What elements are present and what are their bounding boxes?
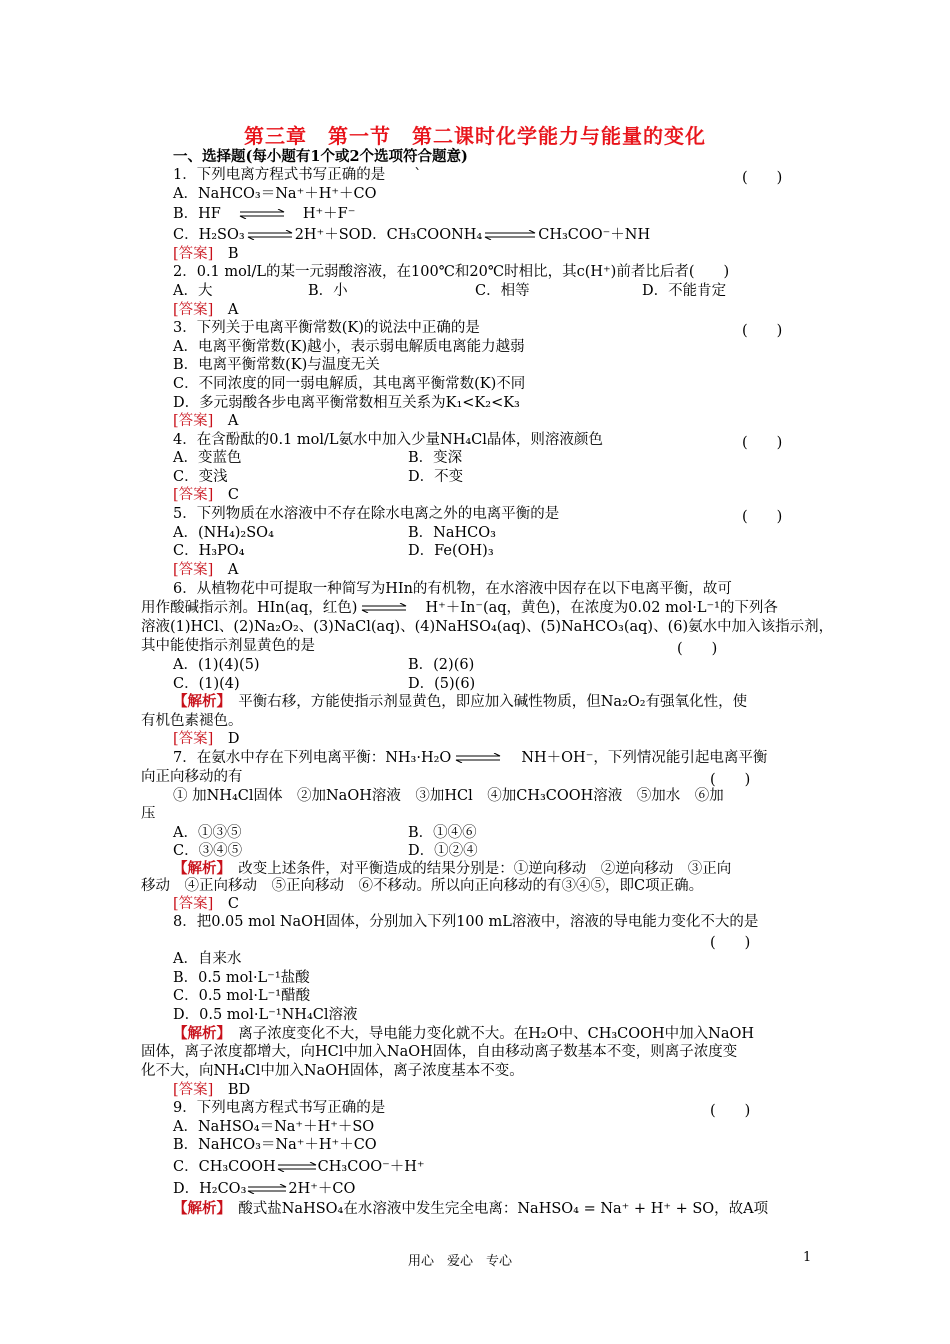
q1-option-c-mid: 2H⁺＋SOD．CH₃COONH₄ [294, 227, 483, 243]
q6-line-3: 溶液(1)HCl、(2)Na₂O₂、(3)NaCl(aq)、(4)NaHSO₄(aq)、(5)NaHCO₃(aq)、(6)氨水中加入该指示剂， [141, 619, 834, 635]
q7-line-2: 向正向移动的有 [141, 769, 243, 785]
q7-option-b: B．①④⑥ [408, 825, 477, 841]
q9-option-c-right: CH₃COO⁻＋H⁺ [317, 1159, 425, 1175]
answer-tag: [答案] [173, 487, 214, 503]
equilibrium-arrow-icon [455, 753, 501, 763]
q4-option-a: A．变蓝色 [173, 450, 242, 466]
q5-answer [173, 561, 238, 579]
q6-option-b: B．(2)(6) [408, 657, 475, 673]
q9-answer-paren: ( ) [710, 1103, 751, 1119]
page-title: 第三章 第一节 第二课时化学能力与能量的变化 [244, 124, 706, 148]
q3-stem: 3．下列关于电离平衡常数(K)的说法中正确的是 [173, 320, 480, 336]
q6-answer-paren: ( ) [677, 641, 718, 657]
q8-explanation-3: 化不大，向NH₄Cl中加入NaOH固体，离子浓度基本不变。 [141, 1063, 524, 1079]
answer-tag: [答案] [173, 1082, 214, 1098]
q3-option-d: D．多元弱酸各步电离平衡常数相互关系为K₁<K₂<K₃ [173, 395, 520, 411]
q8-answer-paren: ( ) [710, 935, 751, 951]
q7-option-a: A．①③⑤ [173, 825, 242, 841]
answer-tag: [答案] [173, 562, 214, 578]
q9-option-d [173, 1180, 355, 1198]
q3-option-a: A．电离平衡常数(K)越小，表示弱电解质电离能力越弱 [173, 339, 525, 355]
q1-option-a: A．NaHCO₃＝Na⁺＋H⁺＋CO [173, 186, 377, 202]
section-heading: 一、选择题(每小题有1个或2个选项符合题意) [173, 148, 468, 165]
q8-answer [173, 1081, 250, 1099]
q9-option-a: A．NaHSO₄＝Na⁺＋H⁺＋SO [173, 1119, 375, 1135]
q5-option-a: A．(NH₄)₂SO₄ [173, 525, 274, 541]
q6-line-2-right: H⁺＋In⁻(aq，黄色)，在浓度为0.02 mol·L⁻¹的下列各 [425, 600, 778, 616]
q7-explanation-2: 移动 ④正向移动 ⑤正向移动 ⑥不移动。所以向正向移动的有③④⑤，即C项正确。 [141, 878, 704, 894]
q6-explanation-1 [173, 693, 747, 711]
equilibrium-arrow-icon [247, 230, 293, 240]
equilibrium-arrow-icon [277, 1162, 317, 1172]
q1-answer-paren: ( ) [742, 170, 783, 186]
answer-value: B [227, 246, 239, 262]
q2-option-b: B．小 [308, 283, 348, 299]
q6-line-2-left: 用作酸碱指示剂。HIn(aq，红色) [141, 600, 358, 616]
q6-line-4: 其中能使指示剂显黄色的是 [141, 638, 315, 654]
q6-option-a: A．(1)(4)(5) [173, 657, 260, 673]
q8-option-b: B．0.5 mol·L⁻¹盐酸 [173, 970, 310, 986]
q6-option-d: D．(5)(6) [408, 676, 476, 692]
q7-line-1-right: NH＋OH⁻，下列情况能引起电离平衡 [521, 750, 768, 766]
q1-stem: 1．下列电离方程式书写正确的是 ` [173, 167, 422, 183]
q7-line-1-left: 7．在氨水中存在下列电离平衡：NH₃·H₂O [173, 750, 452, 766]
q9-option-d-right: 2H⁺＋CO [288, 1181, 356, 1197]
q5-option-d: D．Fe(OH)₃ [408, 543, 494, 559]
q1-option-c-left: C．H₂SO₃ [173, 227, 245, 243]
q5-option-c: C．H₃PO₄ [173, 543, 245, 559]
explanation-text: 离子浓度变化不大，导电能力变化就不大。在H₂O中、CH₃COOH中加入NaOH [238, 1026, 755, 1042]
q8-option-d: D．0.5 mol·L⁻¹NH₄Cl溶液 [173, 1007, 358, 1023]
q1-option-b [173, 205, 355, 223]
answer-value: A [227, 413, 239, 429]
q2-answer [173, 301, 238, 319]
q9-option-b: B．NaHCO₃＝Na⁺＋H⁺＋CO [173, 1137, 377, 1153]
page-number: 1 [803, 1250, 812, 1265]
q1-option-c [173, 226, 650, 244]
q2-option-c: C．相等 [475, 283, 530, 299]
q9-option-c-left: C．CH₃COOH [173, 1159, 276, 1175]
answer-tag: [答案] [173, 302, 214, 318]
answer-value: A [227, 562, 239, 578]
q9-explanation-1 [173, 1200, 768, 1218]
q1-option-c-right: CH₃COO⁻＋NH [538, 227, 651, 243]
answer-value: BD [227, 1082, 251, 1098]
q2-option-d: D．不能肯定 [642, 283, 727, 299]
q9-stem: 9．下列电离方程式书写正确的是 [173, 1100, 386, 1116]
footer-slogan: 用心 爱心 专心 [408, 1254, 513, 1269]
q2-stem: 2．0.1 mol/L的某一元弱酸溶液，在100℃和20℃时相比，其c(H⁺)前者比后者( ) [173, 264, 730, 280]
answer-tag: [答案] [173, 413, 214, 429]
q1-option-b-left: B．HF [173, 206, 221, 222]
answer-tag: [答案] [173, 896, 214, 912]
q6-answer [173, 730, 239, 748]
q3-option-b: B．电离平衡常数(K)与温度无关 [173, 357, 380, 373]
q6-line-2 [141, 599, 778, 617]
explanation-tag: 【解析】 [173, 1025, 224, 1042]
answer-value: C [227, 896, 239, 912]
q1-option-b-right: H⁺＋F⁻ [302, 206, 356, 222]
q5-answer-paren: ( ) [742, 509, 783, 525]
q9-option-d-left: D．H₂CO₃ [173, 1181, 247, 1197]
explanation-tag: 【解析】 [173, 860, 224, 877]
answer-tag: [答案] [173, 731, 214, 747]
q2-option-a: A．大 [173, 283, 213, 299]
explanation-text: 改变上述条件，对平衡造成的结果分别是：①逆向移动 ②逆向移动 ③正向 [238, 861, 732, 877]
q5-option-b: B．NaHCO₃ [408, 525, 496, 541]
q4-answer [173, 486, 239, 504]
q5-stem: 5．下列物质在水溶液中不存在除水电离之外的电离平衡的是 [173, 506, 560, 522]
q8-option-a: A．自来水 [173, 951, 242, 967]
equilibrium-arrow-icon [484, 230, 536, 240]
answer-value: C [227, 487, 239, 503]
q4-answer-paren: ( ) [742, 435, 783, 451]
q7-explanation-1 [173, 860, 731, 878]
q7-option-d: D．①②④ [408, 843, 478, 859]
q8-explanation-2: 固体，离子浓度都增大，向HCl中加入NaOH固体，自由移动离子数基本不变，则离子浓度变 [141, 1044, 738, 1060]
q7-answer-paren: ( ) [710, 772, 751, 788]
equilibrium-arrow-icon [361, 603, 407, 613]
q8-explanation-1 [173, 1025, 754, 1043]
answer-value: A [227, 302, 239, 318]
q7-option-c: C．③④⑤ [173, 843, 243, 859]
explanation-text: 酸式盐NaHSO₄在水溶液中发生完全电离：NaHSO₄ = Na⁺ + H⁺ + SO，故A项 [238, 1201, 769, 1217]
equilibrium-arrow-icon [247, 1184, 287, 1194]
explanation-tag: 【解析】 [173, 693, 224, 710]
q6-line-1: 6．从植物花中可提取一种简写为HIn的有机物，在水溶液中因存在以下电离平衡，故可 [173, 581, 732, 597]
q8-option-c: C．0.5 mol·L⁻¹醋酸 [173, 988, 311, 1004]
q4-option-b: B．变深 [408, 450, 463, 466]
equilibrium-arrow-icon [239, 209, 285, 219]
q3-answer [173, 412, 238, 430]
explanation-tag: 【解析】 [173, 1200, 224, 1217]
answer-tag: [答案] [173, 246, 214, 262]
q3-answer-paren: ( ) [742, 323, 783, 339]
explanation-text: 平衡右移，方能使指示剂显黄色，即应加入碱性物质，但Na₂O₂有强氧化性，使 [238, 694, 748, 710]
q6-explanation-2: 有机色素褪色。 [141, 713, 243, 729]
q4-option-d: D．不变 [408, 469, 464, 485]
q7-answer [173, 895, 239, 913]
q4-option-c: C．变浅 [173, 469, 228, 485]
q7-line-4: 压 [141, 806, 156, 822]
q6-option-c: C．(1)(4) [173, 676, 240, 692]
q1-answer [173, 245, 238, 263]
q7-line-3: ① 加NH₄Cl固体 ②加NaOH溶液 ③加HCl ④加CH₃COOH溶液 ⑤加水 ⑥加 [173, 788, 724, 804]
answer-value: D [227, 731, 240, 747]
q8-line-1: 8．把0.05 mol NaOH固体，分别加入下列100 mL溶液中，溶液的导电能力变化不大的是 [173, 914, 759, 930]
q3-option-c: C．不同浓度的同一弱电解质，其电离平衡常数(K)不同 [173, 376, 526, 392]
q7-line-1 [173, 749, 767, 767]
q9-option-c [173, 1158, 425, 1176]
q4-stem: 4．在含酚酞的0.1 mol/L氨水中加入少量NH₄Cl晶体，则溶液颜色 [173, 432, 603, 448]
